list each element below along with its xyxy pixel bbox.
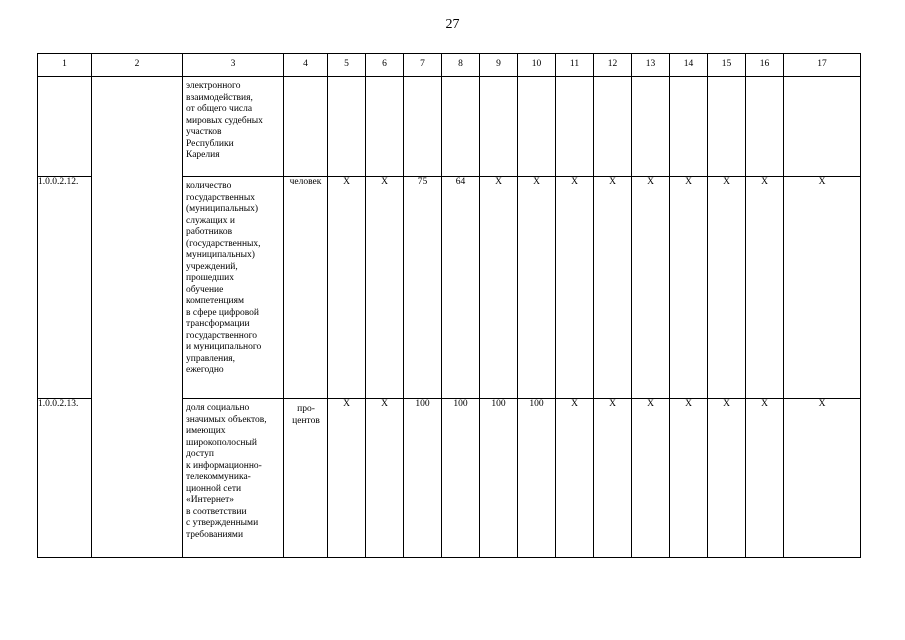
- value-cell: [556, 77, 594, 177]
- indicator-description-cell: [183, 399, 284, 558]
- column-header: 16: [746, 54, 784, 77]
- value-cell: 100: [518, 399, 556, 558]
- value-cell: Х: [632, 399, 670, 558]
- value-cell: Х: [594, 399, 632, 558]
- value-cell: Х: [594, 177, 632, 399]
- value-cell: Х: [708, 177, 746, 399]
- value-cell: [442, 77, 480, 177]
- column-header: 10: [518, 54, 556, 77]
- column-header: 6: [366, 54, 404, 77]
- value-cell: [518, 77, 556, 177]
- column-header: 17: [784, 54, 861, 77]
- value-cell: Х: [746, 177, 784, 399]
- value-cell: [670, 77, 708, 177]
- value-cell: [632, 77, 670, 177]
- value-cell: Х: [366, 399, 404, 558]
- value-cell: Х: [708, 399, 746, 558]
- column-header: 4: [284, 54, 328, 77]
- page-number: 27: [445, 17, 460, 32]
- column-header: 5: [328, 54, 366, 77]
- value-cell: [404, 77, 442, 177]
- column-header: 9: [480, 54, 518, 77]
- indicator-description-cell: [183, 177, 284, 399]
- column-header: 11: [556, 54, 594, 77]
- data-table: [37, 53, 861, 558]
- column-header: 13: [632, 54, 670, 77]
- value-cell: 64: [442, 177, 480, 399]
- value-cell: [480, 77, 518, 177]
- indicator-code: 1.0.0.2.13.: [38, 399, 92, 558]
- indicator-code: 1.0.0.2.12.: [38, 177, 92, 399]
- column-header: 15: [708, 54, 746, 77]
- unit-cell: [284, 77, 328, 177]
- value-cell: 100: [442, 399, 480, 558]
- value-cell: [746, 77, 784, 177]
- value-cell: Х: [556, 177, 594, 399]
- column-header: 8: [442, 54, 480, 77]
- value-cell: Х: [784, 399, 861, 558]
- value-cell: 75: [404, 177, 442, 399]
- value-cell: 100: [404, 399, 442, 558]
- column-header: 2: [92, 54, 183, 77]
- table-row: [38, 77, 861, 177]
- column-header: 1: [38, 54, 92, 77]
- value-cell: Х: [670, 399, 708, 558]
- value-cell: Х: [328, 177, 366, 399]
- value-cell: [328, 77, 366, 177]
- value-cell: [594, 77, 632, 177]
- unit-cell: человек: [284, 177, 328, 399]
- value-cell: [784, 77, 861, 177]
- value-cell: Х: [328, 399, 366, 558]
- value-cell: Х: [784, 177, 861, 399]
- column-number-row: [38, 54, 861, 77]
- unit-text: про- центов: [292, 404, 320, 426]
- column-header: 14: [670, 54, 708, 77]
- indicator-description-cell: [183, 77, 284, 177]
- value-cell: [708, 77, 746, 177]
- value-cell: 100: [480, 399, 518, 558]
- value-cell: [366, 77, 404, 177]
- value-cell: Х: [632, 177, 670, 399]
- unit-cell: [284, 399, 328, 558]
- column-header: 7: [404, 54, 442, 77]
- indicator-code: [38, 77, 92, 177]
- value-cell: Х: [366, 177, 404, 399]
- value-cell: Х: [746, 399, 784, 558]
- column-header: 3: [183, 54, 284, 77]
- value-cell: Х: [670, 177, 708, 399]
- merged-empty-cell: [92, 77, 183, 558]
- column-header: 12: [594, 54, 632, 77]
- indicator-description: количество государственных (муниципальных) служащих и работников (государственных, муниципальных) учреждений, прошедших обучение компетенциям в сфере цифровой трансформации государственного и муниципального управления, ежегодно: [186, 181, 262, 375]
- value-cell: Х: [480, 177, 518, 399]
- value-cell: Х: [556, 399, 594, 558]
- indicator-description: электронного взаимодействия, от общего числа мировых судебных участков Республики Карелия: [186, 81, 263, 160]
- value-cell: Х: [518, 177, 556, 399]
- indicator-description: доля социально значимых объектов, имеющих широкополосный доступ к информационно- телекоммуника- ционной сети «Интернет» в соответствии с утвержденными требованиями: [186, 403, 267, 540]
